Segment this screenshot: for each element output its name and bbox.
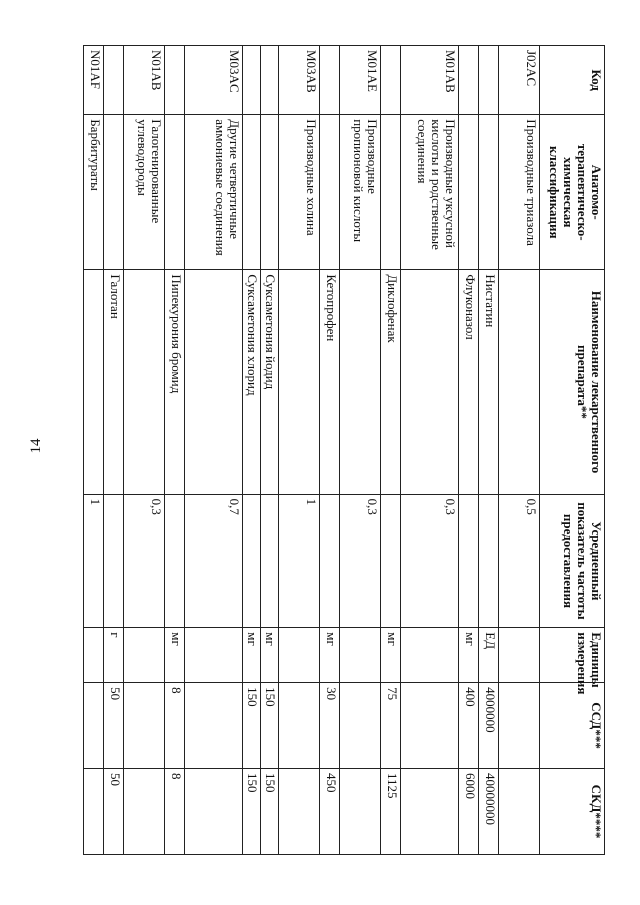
cell-drug: Флуконазол	[459, 270, 479, 494]
cell-skd: 150	[243, 769, 261, 855]
cell-drug	[124, 270, 165, 494]
cell-skd: 50	[104, 769, 124, 855]
cell-frequency	[459, 494, 479, 628]
header-skd: СКД****	[540, 769, 605, 855]
cell-unit: мг	[243, 628, 261, 683]
cell-code: N01AF	[84, 46, 104, 115]
cell-code	[243, 46, 261, 115]
cell-drug: Суксаметония йодид	[261, 270, 279, 494]
cell-atc	[165, 115, 185, 270]
cell-unit: мг	[459, 628, 479, 683]
cell-atc: Производные триазола	[499, 115, 540, 270]
cell-skd	[279, 769, 320, 855]
cell-atc	[320, 115, 340, 270]
cell-skd: 1125	[381, 769, 401, 855]
cell-unit	[185, 628, 243, 683]
cell-code	[261, 46, 279, 115]
cell-skd	[340, 769, 381, 855]
cell-code	[479, 46, 499, 115]
cell-skd	[124, 769, 165, 855]
cell-code: M03AB	[279, 46, 320, 115]
cell-frequency	[320, 494, 340, 628]
cell-atc: Галогенированные углеводороды	[124, 115, 165, 270]
cell-drug: Пипекурония бромид	[165, 270, 185, 494]
cell-skd: 450	[320, 769, 340, 855]
cell-unit	[340, 628, 381, 683]
table-row	[165, 46, 185, 855]
table-row	[104, 46, 124, 855]
header-unit: Единицы измерения	[540, 628, 605, 683]
cell-unit: ЕД	[479, 628, 499, 683]
cell-frequency: 0,7	[185, 494, 243, 628]
cell-drug	[401, 270, 459, 494]
cell-ssd	[340, 683, 381, 769]
header-frequency: Усредненный показатель частоты предоставления	[540, 494, 605, 628]
cell-frequency: 0,3	[340, 494, 381, 628]
table-row	[261, 46, 279, 855]
cell-skd	[401, 769, 459, 855]
table-row	[84, 46, 104, 855]
cell-code	[381, 46, 401, 115]
cell-ssd	[185, 683, 243, 769]
cell-frequency	[165, 494, 185, 628]
cell-unit: мг	[320, 628, 340, 683]
cell-unit	[401, 628, 459, 683]
cell-code: M03AC	[185, 46, 243, 115]
cell-drug: Диклофенак	[381, 270, 401, 494]
cell-frequency	[261, 494, 279, 628]
cell-drug: Нистатин	[479, 270, 499, 494]
cell-atc: Производные холина	[279, 115, 320, 270]
cell-drug	[84, 270, 104, 494]
drug-table-rotated	[88, 45, 605, 855]
table-row	[381, 46, 401, 855]
cell-atc	[104, 115, 124, 270]
cell-code	[459, 46, 479, 115]
table-row	[340, 46, 381, 855]
cell-ssd: 50	[104, 683, 124, 769]
cell-atc	[261, 115, 279, 270]
cell-frequency: 1	[84, 494, 104, 628]
cell-atc: Барбитураты	[84, 115, 104, 270]
cell-atc	[243, 115, 261, 270]
cell-skd	[499, 769, 540, 855]
table-row	[401, 46, 459, 855]
cell-ssd: 4000000	[479, 683, 499, 769]
cell-skd	[185, 769, 243, 855]
table-row	[185, 46, 243, 855]
cell-ssd: 8	[165, 683, 185, 769]
header-atc: Анатомо-терапевтическо-химическая классификация	[540, 115, 605, 270]
cell-unit	[124, 628, 165, 683]
cell-code	[320, 46, 340, 115]
cell-ssd: 75	[381, 683, 401, 769]
drug-table	[83, 45, 605, 855]
cell-code	[104, 46, 124, 115]
cell-ssd: 30	[320, 683, 340, 769]
header-drug: Наименование лекарственного препарата**	[540, 270, 605, 494]
cell-ssd	[499, 683, 540, 769]
cell-frequency: 0,3	[401, 494, 459, 628]
header-ssd: ССД***	[540, 683, 605, 769]
cell-ssd	[279, 683, 320, 769]
cell-skd: 8	[165, 769, 185, 855]
cell-atc	[381, 115, 401, 270]
table-row	[243, 46, 261, 855]
cell-drug	[340, 270, 381, 494]
cell-atc: Другие четвертичные аммониевые соединения	[185, 115, 243, 270]
cell-drug	[279, 270, 320, 494]
cell-ssd: 400	[459, 683, 479, 769]
table-row	[459, 46, 479, 855]
cell-frequency	[479, 494, 499, 628]
cell-frequency: 1	[279, 494, 320, 628]
cell-code: M01AB	[401, 46, 459, 115]
cell-unit: мг	[165, 628, 185, 683]
table-row	[479, 46, 499, 855]
table-row	[320, 46, 340, 855]
cell-frequency	[381, 494, 401, 628]
cell-unit: мг	[261, 628, 279, 683]
cell-frequency	[104, 494, 124, 628]
cell-code: M01AE	[340, 46, 381, 115]
cell-drug: Суксаметония хлорид	[243, 270, 261, 494]
table-row	[279, 46, 320, 855]
cell-atc	[479, 115, 499, 270]
cell-unit: мг	[381, 628, 401, 683]
cell-unit	[279, 628, 320, 683]
cell-unit: г	[104, 628, 124, 683]
cell-ssd	[84, 683, 104, 769]
cell-skd: 40000000	[479, 769, 499, 855]
header-code: Код	[540, 46, 605, 115]
cell-atc: Производные пропионовой кислоты	[340, 115, 381, 270]
cell-atc	[459, 115, 479, 270]
cell-drug	[499, 270, 540, 494]
cell-ssd: 150	[261, 683, 279, 769]
cell-drug	[185, 270, 243, 494]
table-row	[499, 46, 540, 855]
cell-skd	[84, 769, 104, 855]
cell-code: J02AC	[499, 46, 540, 115]
cell-ssd: 150	[243, 683, 261, 769]
cell-drug: Галотан	[104, 270, 124, 494]
table-row	[124, 46, 165, 855]
cell-unit	[84, 628, 104, 683]
cell-atc: Производные уксусной кислоты и родственные соединения	[401, 115, 459, 270]
page-number: 14	[28, 438, 44, 454]
cell-skd: 150	[261, 769, 279, 855]
cell-code: N01AB	[124, 46, 165, 115]
cell-code	[165, 46, 185, 115]
cell-ssd	[401, 683, 459, 769]
cell-frequency: 0,3	[124, 494, 165, 628]
cell-unit	[499, 628, 540, 683]
cell-ssd	[124, 683, 165, 769]
cell-frequency: 0,5	[499, 494, 540, 628]
cell-drug: Кетопрофен	[320, 270, 340, 494]
header-row	[540, 46, 605, 855]
cell-skd: 6000	[459, 769, 479, 855]
cell-frequency	[243, 494, 261, 628]
